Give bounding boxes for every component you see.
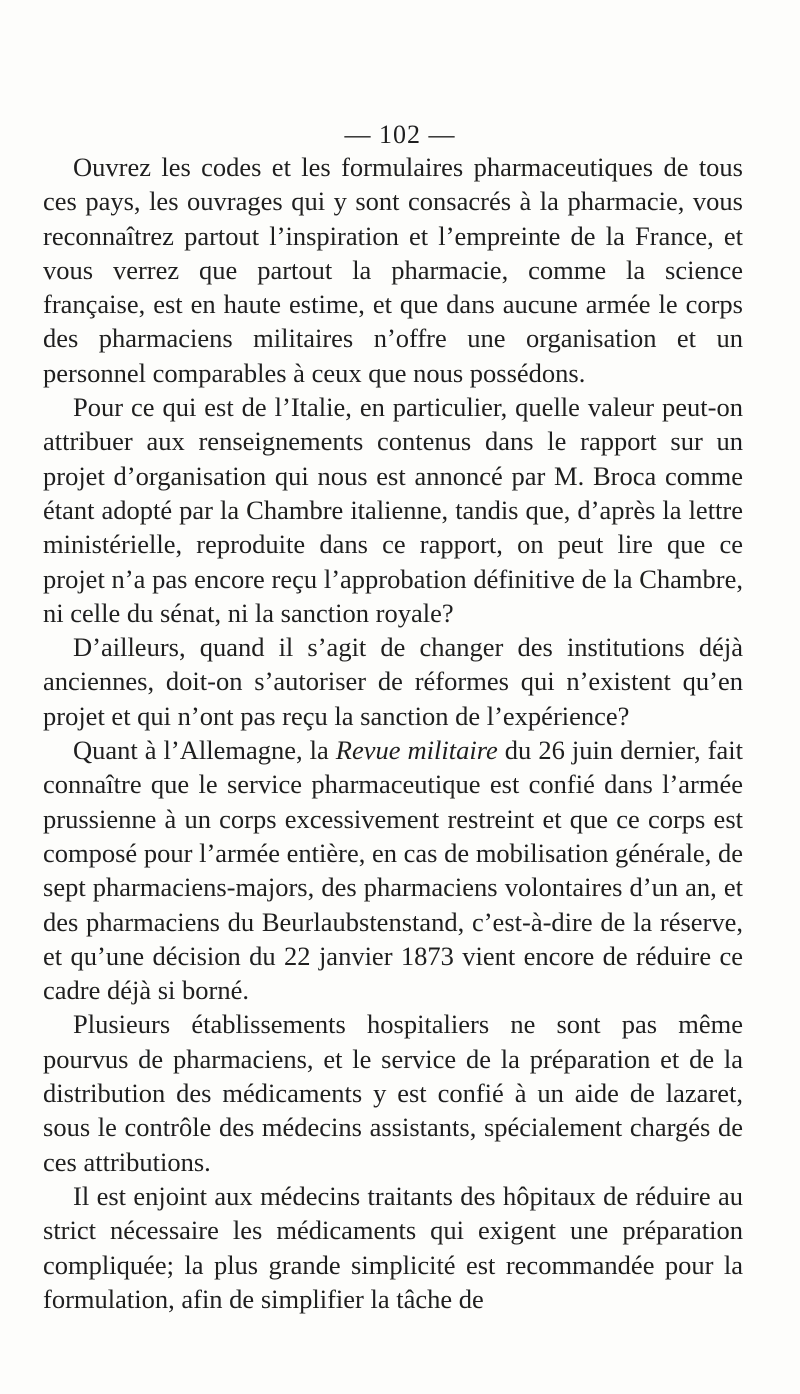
paragraph-6: Il est enjoint aux médecins traitants des hôpitaux de réduire au strict nécessaire les médicaments qui exigent une préparation compliquée; la plus grande simplicité est recommandée pour la formulation, afin de simplifier la tâche de	[43, 1180, 743, 1314]
paragraph-5: Plusieurs établissements hospitaliers ne sont pas même pourvus de pharmaciens, et le service de la préparation et de la distribution des médicaments y est confié à un aide de lazaret, sous le contrôle des médecins assistants, spécialement chargés de ces attributions.	[43, 1009, 743, 1177]
paragraph-4	[43, 733, 743, 1007]
journal-title: Revue militaire	[335, 735, 498, 766]
paragraph-4-after: du 26 juin dernier, fait connaître que le service pharmaceutique est confié dans l’armée prussienne à un corps excessivement restreint et que ce corps est composé pour l’armée entière, en cas de mobilisation générale, de sept pharmaciens-majors, des pharmaciens volontaires d’un an, et des pharmaciens du Beurlaubstenstand, c’est-à-dire de la réserve, et qu’une décision du 22 janvier 1873 vient encore de réduire ce cadre déjà si borné.	[43, 735, 743, 1006]
paragraph-4-before: Quant à l’Allemagne, la	[73, 735, 336, 766]
body-text	[43, 150, 743, 1316]
paragraph-1: Ouvrez les codes et les formulaires pharmaceutiques de tous ces pays, les ouvrages qui y sont consacrés à la pharmacie, vous reconnaîtrez partout l’inspiration et l’empreinte de la France, et vous verrez que partout la pharmacie, comme la science française, est en haute estime, et que dans aucune armée le corps des pharmaciens militaires n’offre une organisation et un personnel comparables à ceux que nous possédons.	[43, 152, 743, 388]
paragraph-3: D’ailleurs, quand il s’agit de changer des institutions déjà anciennes, doit-on s’autoriser de réformes qui n’existent qu’en projet et qui n’ont pas reçu la sanction de l’expérience?	[43, 632, 743, 731]
paragraph-2: Pour ce qui est de l’Italie, en particulier, quelle valeur peut-on attribuer aux renseignements contenus dans le rapport sur un projet d’organisation qui nous est annoncé par M. Broca comme étant adopté par la Chambre italienne, tandis que, d’après la lettre ministérielle, reproduite dans ce rapport, on peut lire que ce projet n’a pas encore reçu l’approbation définitive de la Chambre, ni celle du sénat, ni la sanction royale?	[43, 392, 743, 628]
page-number: — 102 —	[344, 120, 456, 149]
